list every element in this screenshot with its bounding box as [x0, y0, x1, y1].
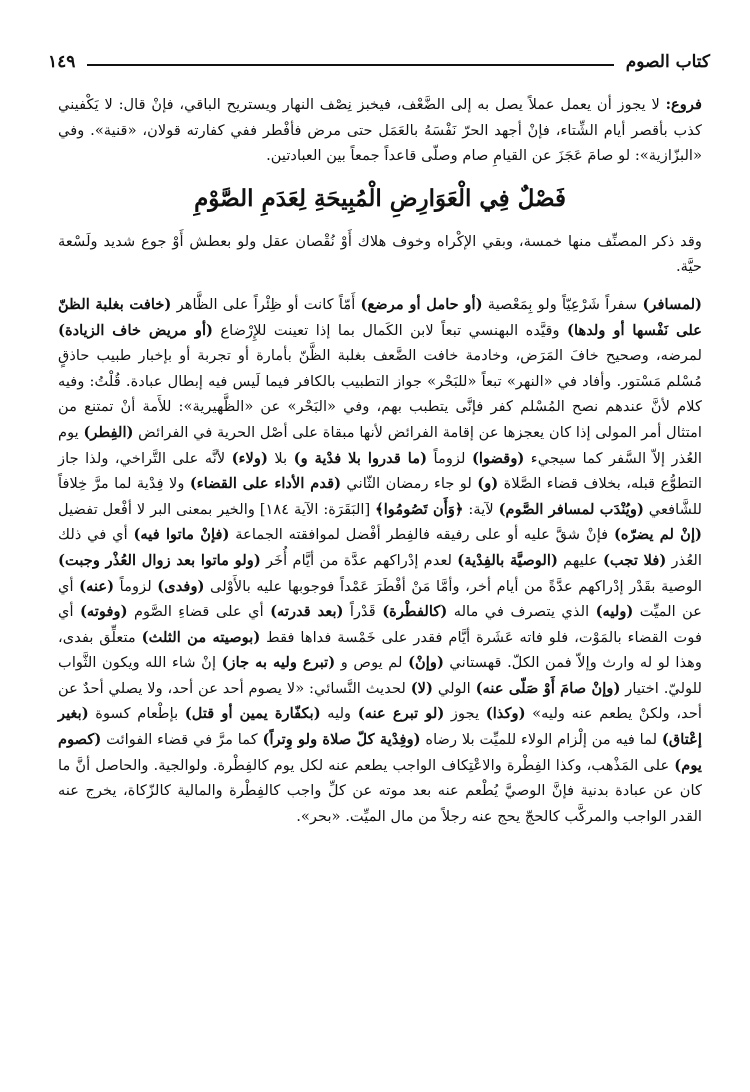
sharh-text: كما مرَّ في قضاء الفوائت [101, 731, 263, 749]
matn-text: (ويُنْدَب لمسافر الصَّوم) [498, 500, 644, 518]
matn-text: (تبرع وليه به جاز) [221, 654, 336, 672]
sharh-text: على المَذْهب، وكذا الفِطْرة والاعْتِكاف الواجب يطعم عنه لكل يوم كالفِطْرة. ولوالجية. والحاصل أنَّ ما كان عن عبادة بدنية فإنَّ الوصيَّ يُطْعم عنه بعد موته عن كلِّ واجب كالفِطْرة والمالية كالزّكاة، يخرج عنه القدر الواجب والمركَّب كالحجّ يحج عنه رجلاً من مال الميِّت. «بحر». [58, 756, 702, 825]
matn-text: (بوصيته من الثلث) [141, 628, 261, 646]
matn-text: (كصوم يوم) [58, 731, 702, 774]
sharh-text: متعلِّق بفدى، وهذا لو له وارث وإلاّ فمن الكلّ. قهستاني [58, 628, 702, 672]
matn-text: (وفدى) [157, 577, 205, 595]
matn-text: (ولاء) [231, 449, 268, 467]
matn-text: (قدم الأداء على القضاء) [189, 475, 342, 493]
matn-text: (الفِطر) [83, 423, 134, 441]
matn-text: (لو تبرع عنه) [357, 705, 445, 723]
intro-paragraph: وقد ذكر المصنِّف منها خمسة، وبقي الإكْراه وخوف هلاك أَوْ نُقْصان عقل ولو بعطش أَوْ جوع شديد ولَسْعة حيَّة. [58, 232, 702, 276]
matn-text: (وكذا) [485, 705, 526, 723]
matn-text: (فإنْ ماتوا فيه) [133, 526, 230, 544]
matn-text: (وإنْ صامَ أَوْ صَلّى عنه) [475, 679, 621, 697]
sharh-text: لم يوص و [335, 654, 409, 672]
sharh-text: لأنَّه على التَّراخي، ولذا جاز التطوُّع قبله، بخلاف قضاء الصَّلاة [58, 449, 702, 493]
matn-text: (لمسافر) [642, 295, 703, 313]
sharh-text: لآية: [463, 500, 499, 518]
sharh-text: الذي يتصرف في ماله [447, 603, 596, 621]
matn-text: (وفوته) [79, 603, 128, 621]
matn-text: (ولو ماتوا بعد زوال العُذْر وجبت) [58, 551, 261, 569]
sharh-text: أَمّاً كانت أو ظِئْراً على الظَّاهر [171, 295, 361, 313]
matn-text: ﴿وَأَن تَصُومُوا﴾ [375, 500, 464, 518]
sharh-text: الولي [433, 679, 476, 697]
header-rule [87, 64, 613, 66]
sharh-text: [البَقَرَة: الآية ١٨٤] والخير بمعنى البر لا أفْعل تفضيل [58, 500, 376, 518]
matn-text: (بكفّارة يمين أو قتل) [184, 705, 321, 723]
sharh-text: وقيَّده البهنسي تبعاً لابن الكَمال بما إذا تعينت للإِرْضاع [212, 321, 568, 339]
matn-text: (و) [477, 475, 499, 493]
sharh-text: إنْ شاء الله ويكون الثَّواب للوليّ. اختيار [58, 654, 702, 697]
sharh-text: عليهم [557, 551, 603, 569]
matn-text: (الوصيَّة بالفِدْية) [457, 551, 558, 569]
sharh-text: لزوماً [114, 577, 158, 595]
sharh-text: قَدْراً [343, 603, 383, 621]
furu-lead: فروع: [665, 96, 702, 113]
sharh-text: سفراً شَرْعِيّاً ولو بِمَعْصية [482, 295, 643, 313]
sharh-text: لمرضه، وصحيح خافَ المَرَض، وخادمة خافت الضَّعف بغلبة الظَّنّ بأمارة أو تجربة أو بإخبار طبيب حاذقٍ مُسْلم مَسْتور. وأفاد في «النهر» تبعاً «للبَحْر» جواز التطبيب بالكافر فيما لَيس فيه إبطال عبادة. قُلْتُ: وفيه كلام لأنَّ عندهم نصح المُسْلم كفر فإنَّى يتطبب بهم، وفي «البَحْر» عن «الظَّهيرية»: للأَمة أنْ تمتنع من امتثال أمر المولى إذا كان يعجزها عن إقامة الفرائض لأنها مبقاة على أصْل الحرية في الفرائض [58, 347, 702, 441]
chapter-heading: فَصْلٌ فِي الْعَوَارِضِ الْمُبِيحَةِ لِعَدَمِ الصَّوْمِ [194, 184, 566, 212]
sharh-text: لزوماً [427, 449, 472, 467]
matn-text: (فلا تجب) [602, 551, 667, 569]
matn-text: (وإنْ) [408, 654, 444, 672]
sharh-text: أي عن الميِّت [58, 577, 703, 621]
sharh-text: بإطْعام كسوة [88, 705, 185, 723]
sharh-text: أي فوت القضاء بالمَوْت، فلو فاته عَشَرة أيَّام فقدر على خَمْسة فداها فقط [58, 603, 702, 646]
sharh-text: الوصية بقَدْر إدْراكهم عدَّةً من أيام أخر، وأمَّا مَنْ أفْطَرَ عَمْداً فوجوبها عليه بالأَوْلى [204, 577, 702, 595]
sharh-text: لو جاء رمضان الثّاني [341, 475, 478, 493]
sharh-text: يجوز [444, 705, 486, 723]
running-head: كتاب الصوم [625, 52, 710, 72]
sharh-text: لحديث النَّسائي: «لا يصوم أحد عن أحد، ولا يصلي أحدٌ عن أحد، ولكنْ يطعم عنه وليه» [58, 679, 702, 723]
matn-text: (خافت بغلبة الظنّ على نَفْسها أو ولدها) [58, 295, 702, 339]
matn-text: (أو حامل أو مرضع) [360, 295, 483, 313]
matn-text: (وليه) [595, 603, 634, 621]
main-paragraph [58, 292, 702, 829]
matn-text: (لا) [410, 679, 434, 697]
sharh-text: ولا فِدْية لما مرَّ خِلافاً للشَّافعي [58, 475, 703, 518]
matn-text: (بغير إعْتاق) [58, 705, 702, 749]
sharh-text: أي في ذلك العُذر [58, 526, 702, 569]
sharh-text: بلا [267, 449, 294, 467]
sharh-text: وليه [320, 705, 358, 723]
matn-text: (كالفطْرة) [382, 603, 448, 621]
furu-text: لا يجوز أن يعمل عملاً يصل به إلى الضَّعْف، فيخبز نِصْف النهار ويستريح الباقي، فإنْ قال: لا يَكْفيني كذب بأقصر أيام الشِّتاء، فإنْ أجهد الحرّ نَفْسَهُ بالعَمَل حتى مرض فأفْطر ففي كفارته قولان، «قنية». وفي «البزّازية»: لو صامَ عَجَزَ عن القيامِ صام وصلّى قاعداً جمعاً بين العبادتين. [58, 96, 702, 165]
sharh-text: لعدم إدْراكهم عدَّة من أيَّام أُخَر [260, 551, 458, 569]
furu-paragraph [58, 92, 702, 169]
matn-text: (أو مريض خاف الزيادة) [58, 321, 213, 339]
matn-text: (ما قدروا بلا فدْية و) [293, 449, 428, 467]
page-number: ١٤٩ [48, 52, 76, 72]
sharh-text: أي على قضاءِ الصَّوم [127, 603, 271, 621]
matn-text: (إنْ لم يضرّه) [613, 526, 702, 544]
matn-text: (وفِدْية كلّ صلاة ولو وِتراً) [262, 731, 421, 749]
page-header [48, 42, 710, 82]
matn-text: (بعد قدرته) [270, 603, 344, 621]
matn-text: (وقضوا) [471, 449, 525, 467]
sharh-text: يوم العُذر إلاّ السَّفر كما سيجيء [58, 423, 702, 467]
matn-text: (عنه) [79, 577, 115, 595]
sharh-text: فإنْ شقَّ عليه أو على رفيقه فالفِطر أفْضل لموافقته الجماعة [229, 526, 614, 544]
sharh-text: لما فيه من إلْزام الولاء للميِّت بلا رضاه [420, 731, 662, 749]
page-body [58, 92, 702, 829]
